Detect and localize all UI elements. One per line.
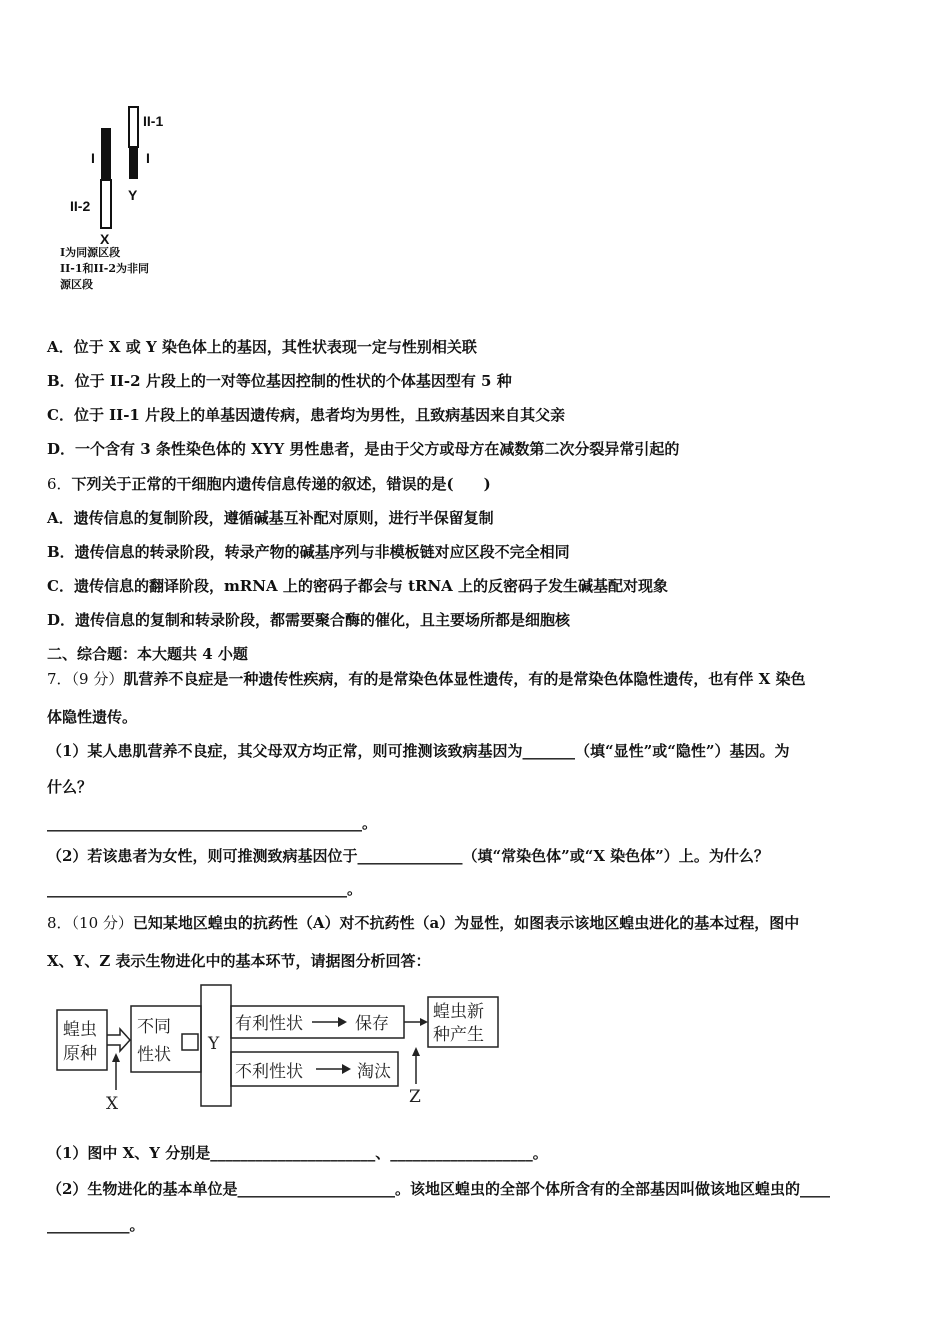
q8-stem-line-2: X、Y、Z 表示生物进化中的基本环节，请据图分析回答： bbox=[47, 952, 431, 970]
traits-text-1: 不同 bbox=[137, 1017, 171, 1037]
favorable-text: 有利性状 bbox=[235, 1014, 303, 1034]
x-text: X bbox=[106, 1094, 119, 1112]
q7-stem-line-1 bbox=[47, 668, 805, 689]
legend-line-1: I为同源区段 bbox=[60, 246, 121, 259]
new-species-text-1: 蝗虫新 bbox=[433, 1002, 484, 1022]
q7-part2-line-1: （2）若该患者为女性，则可推测致病基因位于______________（填“常染色体”或“X 染色体”）上。为什么？ bbox=[47, 847, 769, 865]
label-x: X bbox=[100, 231, 110, 247]
section-2-title: 二、综合题：本大题共 4 小题 bbox=[47, 645, 248, 663]
q7-part1-line-1: （1）某人患肌营养不良症，其父母双方均正常，则可推测该致病基因为_______（填“显性”或“隐性”）基因。为 bbox=[47, 742, 790, 760]
arrowhead-to-new bbox=[420, 1018, 428, 1026]
q8-stem-text: 已知某地区蝗虫的抗药性（A）对不抗药性（a）为显性，如图表示该地区蝗虫进化的基本过程，图中 bbox=[132, 914, 800, 932]
q8-number: 8．（10 分） bbox=[47, 914, 133, 932]
q7-stem-text: 肌营养不良症是一种遗传性疾病，有的是常染色体显性遗传，有的是常染色体隐性遗传，也有伴 X 染色 bbox=[123, 670, 806, 688]
arrowhead-x bbox=[112, 1053, 120, 1062]
q5-option-a: A．位于 X 或 Y 染色体上的基因，其性状表现一定与性别相关联 bbox=[47, 338, 477, 356]
legend-line-2: II-1和II-2为非同 bbox=[60, 262, 150, 275]
q8-part1[interactable]: （1）图中 X、Y 分别是______________________、___________________。 bbox=[47, 1144, 548, 1162]
q6-option-b: B．遗传信息的转录阶段，转录产物的碱基序列与非模板链对应区段不完全相同 bbox=[47, 543, 570, 561]
label-i-right: I bbox=[146, 150, 150, 166]
q5-option-d: D．一个含有 3 条性染色体的 XYY 男性患者，是由于父方或母方在减数第二次分裂异常引起的 bbox=[47, 440, 680, 458]
legend-line-3: 源区段 bbox=[60, 278, 93, 291]
label-ii-2: II-2 bbox=[70, 198, 91, 214]
keep-text: 保存 bbox=[355, 1014, 389, 1034]
x-chromosome-black bbox=[101, 128, 111, 180]
x-chromosome-white bbox=[101, 180, 111, 228]
unfavorable-text: 不利性状 bbox=[235, 1062, 303, 1082]
origin-text-2: 原种 bbox=[63, 1044, 97, 1064]
q5-option-c: C．位于 II-1 片段上的单基因遗传病，患者均为男性，且致病基因来自其父亲 bbox=[47, 406, 566, 424]
eliminate-text: 淘汰 bbox=[357, 1062, 391, 1082]
arrow-origin-to-traits bbox=[107, 1029, 130, 1051]
traits-text-2: 性状 bbox=[137, 1045, 171, 1065]
q8-part2-line-1[interactable]: （2）生物进化的基本单位是_____________________。该地区蝗虫的全部个体所含有的全部基因叫做该地区蝗虫的____ bbox=[47, 1180, 830, 1198]
y-text: Y bbox=[208, 1034, 220, 1054]
q6-option-c: C．遗传信息的翻译阶段，mRNA 上的密码子都会与 tRNA 上的反密码子发生碱基配对现象 bbox=[47, 577, 669, 595]
z-text: Z bbox=[409, 1087, 421, 1107]
q6-number: 6． bbox=[47, 475, 72, 493]
q5-option-b: B．位于 II-2 片段上的一对等位基因控制的性状的个体基因型有 5 种 bbox=[47, 372, 512, 390]
q6-stem-text: 下列关于正常的干细胞内遗传信息传递的叙述，错误的是( ) bbox=[71, 475, 491, 493]
q6-option-a: A．遗传信息的复制阶段，遵循碱基互补配对原则，进行半保留复制 bbox=[47, 509, 494, 527]
q7-part1-answer-blank[interactable]: __________________________________________。 bbox=[47, 814, 378, 832]
q8-part2-line-2[interactable]: ___________。 bbox=[47, 1216, 145, 1234]
y-chromosome-black bbox=[129, 147, 138, 179]
y-chromosome-white bbox=[129, 107, 138, 147]
q7-stem-line-2: 体隐性遗传。 bbox=[47, 708, 138, 726]
label-ii-1: II-1 bbox=[143, 113, 164, 129]
arrowhead-eliminate bbox=[342, 1064, 351, 1074]
arrowhead-z bbox=[412, 1047, 420, 1056]
q8-stem-line-1 bbox=[47, 912, 799, 933]
arrowhead-keep bbox=[338, 1017, 347, 1027]
label-y: Y bbox=[128, 187, 138, 203]
new-species-text-2: 种产生 bbox=[433, 1025, 484, 1045]
label-i-left: I bbox=[91, 150, 95, 166]
chromosome-legend bbox=[60, 245, 149, 293]
chromosome-figure bbox=[40, 95, 200, 305]
q6-stem bbox=[47, 473, 491, 494]
q7-number: 7．（9 分） bbox=[47, 670, 124, 688]
q7-part1-line-2: 什么？ bbox=[47, 778, 93, 796]
q7-part2-answer-blank[interactable]: ________________________________________。 bbox=[47, 880, 363, 898]
evolution-flowchart bbox=[50, 982, 530, 1112]
box-y-inlet bbox=[182, 1034, 198, 1050]
q6-option-d: D．遗传信息的复制和转录阶段，都需要聚合酶的催化，且主要场所都是细胞核 bbox=[47, 611, 571, 629]
origin-text-1: 蝗虫 bbox=[63, 1020, 97, 1040]
